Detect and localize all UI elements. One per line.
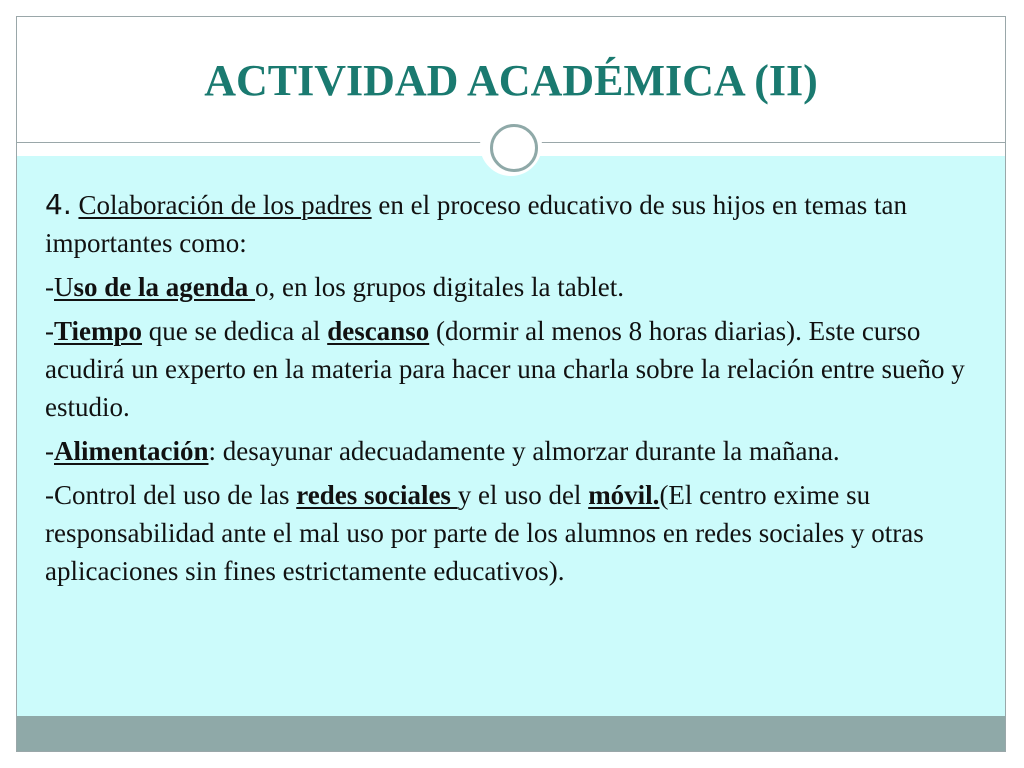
- circle-ornament-ring: [490, 124, 538, 172]
- highlight-agenda-initial: U: [54, 272, 74, 302]
- paragraph-tiempo: [45, 312, 985, 426]
- paragraph-text: : desayunar adecuadamente y almorzar durante la mañana.: [208, 436, 840, 466]
- highlight-alimentacion: Alimentación: [54, 436, 209, 466]
- highlight-colaboracion: Colaboración de los padres: [78, 190, 372, 220]
- highlight-redes-sociales: redes sociales: [296, 480, 458, 510]
- bullet-dash: -: [45, 316, 54, 346]
- bullet-dash: -: [45, 272, 54, 302]
- paragraph-text: -Control del uso de las: [45, 480, 297, 510]
- paragraph-alimentacion: [45, 432, 985, 470]
- bullet-dash: -: [45, 436, 54, 466]
- highlight-tiempo: Tiempo: [54, 316, 143, 346]
- circle-ornament-icon: [480, 114, 542, 176]
- highlight-agenda: so de la agenda: [73, 272, 256, 302]
- paragraph-redes: [45, 476, 985, 590]
- paragraph-text: o, en los grupos digitales la tablet.: [255, 272, 624, 302]
- paragraph-agenda: [45, 268, 985, 306]
- slide-body: [45, 186, 985, 596]
- paragraph-text: en el proceso educativo de sus hijos en temas tan importantes como:: [45, 190, 907, 258]
- slide-title: ACTIVIDAD ACADÉMICA (II): [204, 56, 818, 105]
- paragraph-text: (dormir al menos 8 horas diarias). Este curso acudirá un experto en la materia para hacer una charla sobre la relación entre sueño y estudio.: [45, 316, 965, 422]
- paragraph-text: (El centro exime su responsabilidad ante el mal uso por parte de los alumnos en redes sociales y otras aplicaciones sin fines estrictamente educativos).: [45, 480, 924, 586]
- item-number: 4.: [45, 188, 72, 221]
- highlight-movil: móvil.: [588, 480, 660, 510]
- paragraph-text: y el uso del: [457, 480, 589, 510]
- highlight-descanso: descanso: [327, 316, 430, 346]
- bottom-bar: [17, 716, 1005, 751]
- paragraph-text: que se dedica al: [142, 316, 328, 346]
- paragraph-colaboracion: [45, 186, 985, 262]
